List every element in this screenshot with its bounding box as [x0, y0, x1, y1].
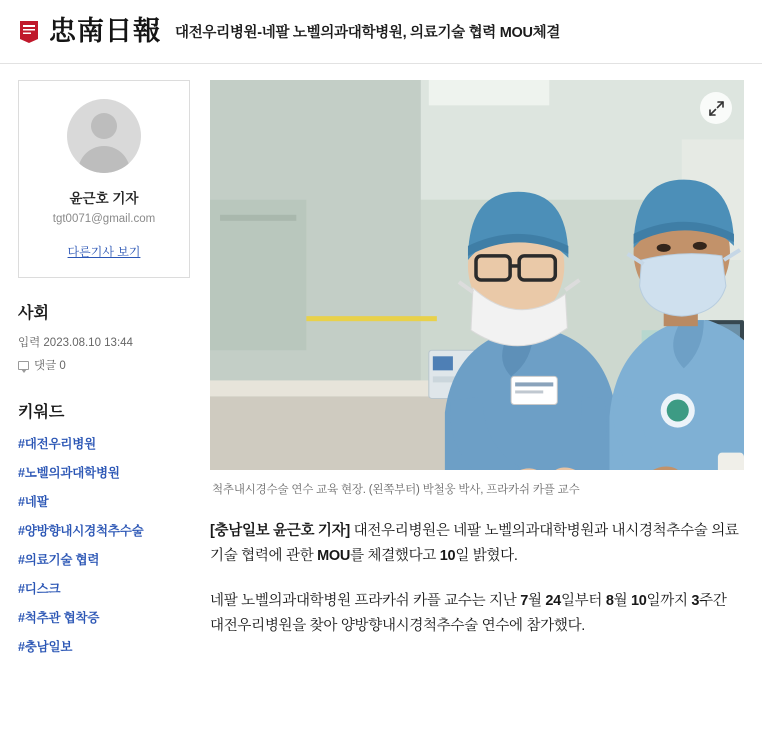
logo-text: 忠南日報: [49, 16, 161, 47]
keyword-item[interactable]: #디스크: [18, 582, 61, 596]
comment-count-label: 댓글 0: [34, 360, 66, 372]
user-avatar-icon: [67, 99, 141, 173]
keyword-item[interactable]: #양방향내시경척추수술: [18, 524, 144, 538]
keyword-item[interactable]: #의료기술 협력: [18, 553, 100, 567]
article-paragraph: [충남일보 윤근호 기자] 대전우리병원은 네팔 노벨의과대학병원과 내시경척추수술 의료기술 협력에 관한 MOU를 체결했다고 10일 밝혔다.: [210, 523, 739, 564]
comment-count[interactable]: [18, 357, 190, 373]
site-header: [0, 0, 762, 64]
keyword-item[interactable]: #척추관 협착증: [18, 611, 100, 625]
keyword-item[interactable]: #네팔: [18, 495, 49, 509]
reporter-email: tgt0071@gmail.com: [52, 213, 156, 225]
expand-arrows-icon[interactable]: [700, 92, 732, 124]
section-label: 사회: [18, 305, 49, 322]
keyword-list: [18, 434, 190, 655]
sidebar: [18, 80, 190, 671]
article-photo: [210, 80, 744, 470]
keyword-item[interactable]: #대전우리병원: [18, 437, 97, 451]
published-date: 입력 2023.08.10 13:44: [18, 337, 133, 349]
article-figure: [210, 80, 744, 497]
article-content: [210, 80, 744, 671]
page-title: 대전우리병원-네팔 노벨의과대학병원, 의료기술 협력 MOU체결: [175, 25, 561, 41]
photo-illustration: [210, 80, 744, 470]
keyword-item[interactable]: #노벨의과대학병원: [18, 466, 120, 480]
reporter-card: [18, 80, 190, 278]
article-text: [210, 519, 744, 639]
other-articles-link[interactable]: 다른기사 보기: [67, 245, 141, 259]
page-body: [0, 64, 762, 671]
site-logo[interactable]: [18, 18, 175, 45]
article-paragraph: 네팔 노벨의과대학병원 프라카쉬 카플 교수는 지난 7월 24일부터 8월 10일까지 3주간 대전우리병원을 찾아 양방향내시경척추수술 연수에 참가했다.: [210, 592, 727, 634]
photo-caption: 척추내시경수술 연수 교육 현장. (왼쪽부터) 박철웅 박사, 프라카쉬 카플 교수: [212, 484, 580, 496]
comment-icon: [18, 361, 29, 370]
keyword-item[interactable]: #충남일보: [18, 640, 73, 654]
keywords-title: 키워드: [18, 404, 65, 421]
newspaper-mark-icon: [18, 19, 42, 45]
reporter-name: 윤근호 기자: [69, 191, 139, 206]
